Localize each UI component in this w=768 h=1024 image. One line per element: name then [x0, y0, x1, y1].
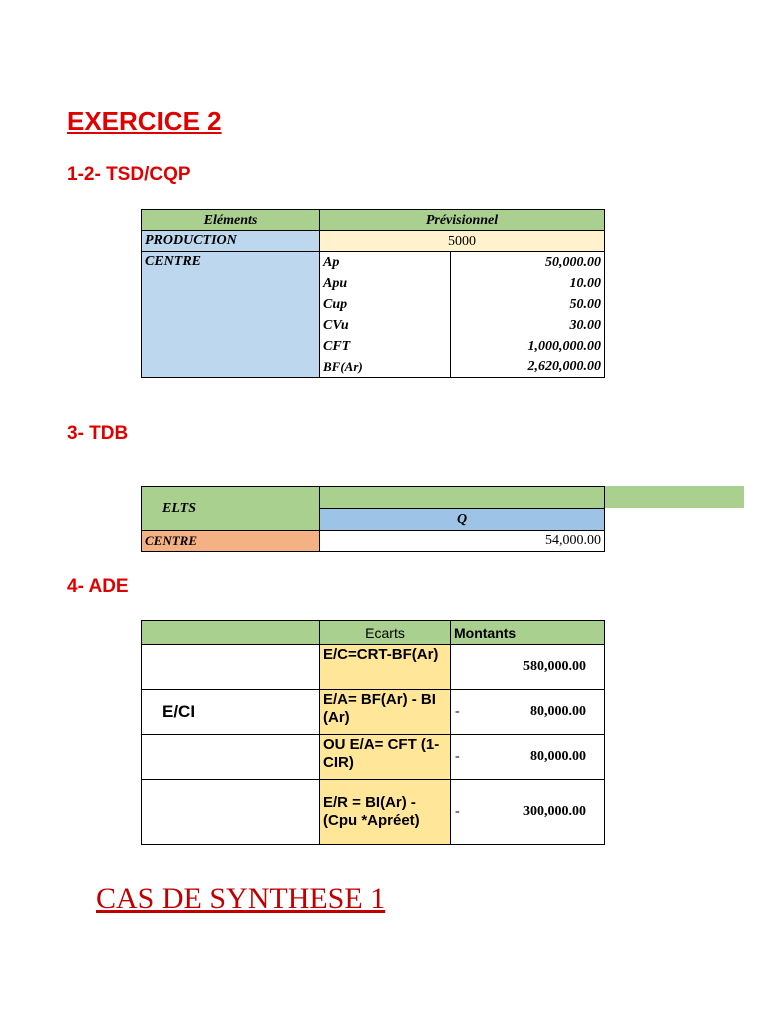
table-header-row [142, 210, 605, 231]
section-tdb-heading: 3- TDB [67, 423, 129, 444]
table-row [142, 735, 605, 780]
col-montants-header: Montants [451, 621, 605, 645]
montant-value: 80,000.00 [530, 749, 586, 764]
montant-cell [451, 780, 605, 845]
montant-cell [451, 735, 605, 780]
table-row [142, 531, 605, 552]
production-row [142, 231, 605, 252]
ecart-formula: E/C=CRT-BF(Ar) [320, 645, 451, 690]
row-label: CVu [320, 315, 451, 336]
montant-value: 80,000.00 [530, 704, 586, 719]
montant-cell [451, 645, 605, 690]
table-row [142, 780, 605, 845]
blank-cell [142, 735, 320, 780]
centre-value: 54,000.00 [320, 531, 605, 552]
row-value: 1,000,000.00 [451, 336, 605, 357]
tsd-cqp-table [141, 209, 605, 378]
blank-cell [142, 780, 320, 845]
centre-label: CENTRE [142, 252, 320, 378]
row-value: 2,620,000.00 [451, 357, 605, 378]
centre-label: CENTRE [142, 531, 320, 552]
production-label: PRODUCTION [142, 231, 320, 252]
row-value: 10.00 [451, 273, 605, 294]
row-value: 50.00 [451, 294, 605, 315]
production-value: 5000 [320, 231, 605, 252]
row-label: Apu [320, 273, 451, 294]
section-tsd-cqp-heading: 1-2- TSD/CQP [67, 164, 191, 185]
table-row [142, 252, 605, 273]
row-label: Ap [320, 252, 451, 273]
sign-dash: - [455, 804, 460, 819]
sign-dash: - [455, 704, 460, 719]
exercise-title: EXERCICE 2 [67, 106, 222, 136]
montant-cell [451, 690, 605, 735]
blank-cell [142, 645, 320, 690]
header-blank-cell [320, 487, 605, 509]
col-ecarts-header: Ecarts [320, 621, 451, 645]
sign-dash: - [455, 749, 460, 764]
header-blank-cell [142, 621, 320, 645]
section-ade-heading: 4- ADE [67, 576, 129, 597]
col-elements-header: Eléments [142, 210, 320, 231]
row-value: 50,000.00 [451, 252, 605, 273]
eci-label: E/CI [142, 690, 320, 735]
montant-value: 300,000.00 [523, 804, 586, 819]
row-label: BF(Ar) [320, 357, 451, 378]
q-header: Q [320, 509, 605, 531]
col-previsionnel-header: Prévisionnel [320, 210, 605, 231]
row-value: 30.00 [451, 315, 605, 336]
ecart-formula: OU E/A= CFT (1-CIR) [320, 735, 451, 780]
row-label: Cup [320, 294, 451, 315]
ecart-formula: E/A= BF(Ar) - BI (Ar) [320, 690, 451, 735]
table-row [142, 690, 605, 735]
montant-value: 580,000.00 [523, 659, 586, 674]
elts-label: ELTS [142, 487, 320, 531]
table-row [142, 645, 605, 690]
ecart-formula: E/R = BI(Ar) - (Cpu *Apréet) [320, 780, 451, 845]
row-label: CFT [320, 336, 451, 357]
tdb-table [141, 486, 605, 552]
case-study-title: CAS DE SYNTHESE 1 [96, 882, 386, 915]
ade-table [141, 620, 605, 845]
table-header-row [142, 487, 605, 509]
table-header-row [142, 621, 605, 645]
